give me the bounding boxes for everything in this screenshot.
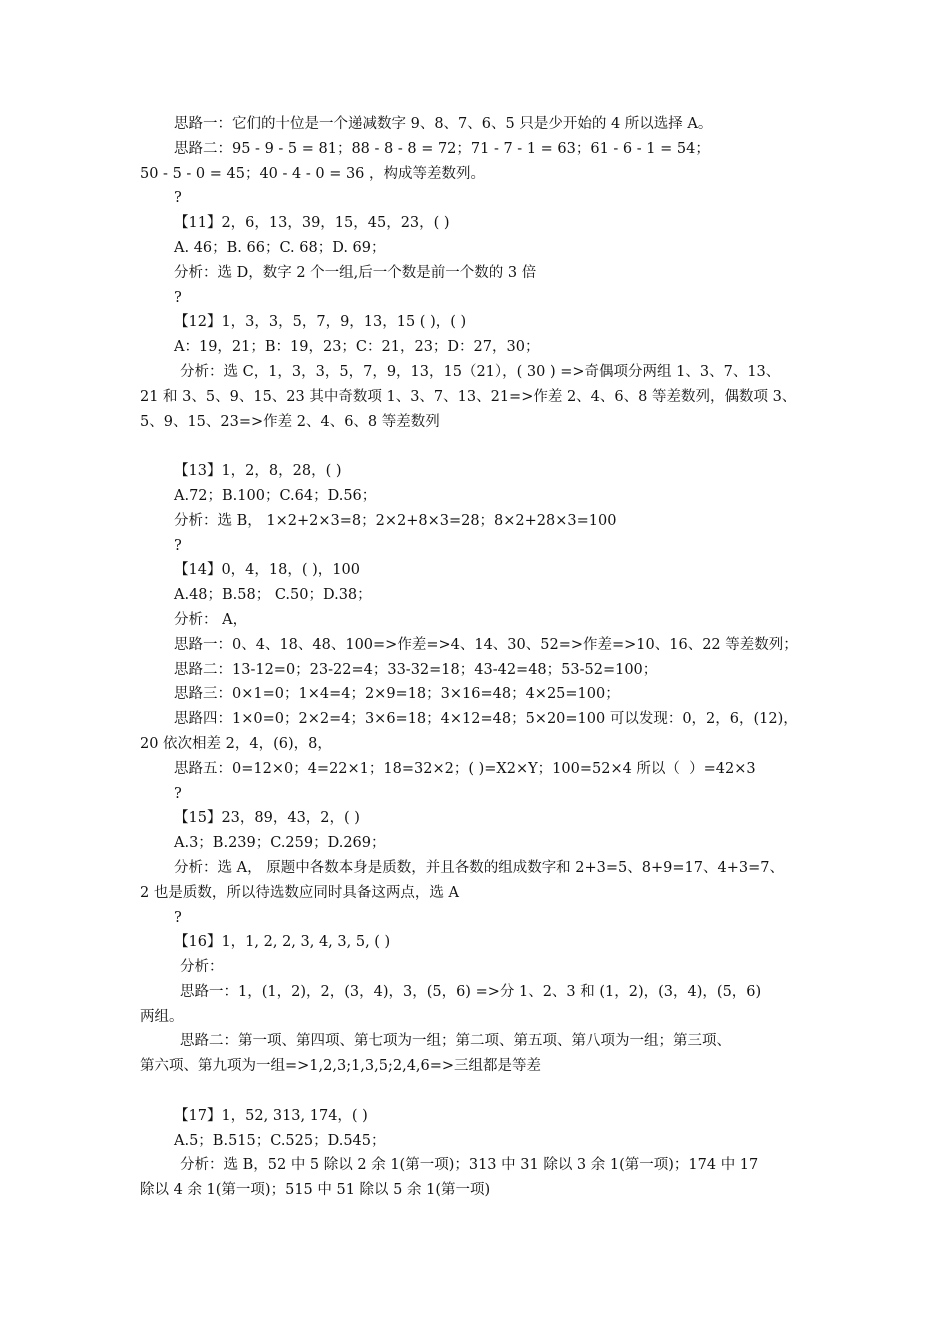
text-line: 【16】1，1, 2, 2, 3, 4, 3, 5, ( ) [174, 934, 391, 951]
text-line: 分析： A， [174, 611, 248, 628]
text-line: 【13】1，2，8，28，( ) [174, 463, 342, 480]
text-line: 50 - 5 - 0 = 45；40 - 4 - 0 = 36 ，构成等差数列。 [140, 165, 486, 182]
text-line: 【14】0，4，18，( )，100 [174, 562, 360, 579]
text-line: 思路一：它们的十位是一个递减数字 9、8、7、6、5 只是少开始的 4 所以选择 A。 [174, 116, 713, 132]
text-line: A. 46；B. 66；C. 68；D. 69； [174, 239, 386, 256]
text-line: ? [174, 190, 182, 207]
text-line: A.48；B.58； C.50；D.38； [174, 587, 372, 604]
text-line: 【12】1，3，3，5，7，9，13，15 ( )，( ) [174, 314, 467, 331]
text-line: ? [174, 537, 182, 554]
text-line: 分析：选 B，52 中 5 除以 2 余 1(第一项)；313 中 31 除以 3 余 1(第一项)；174 中 17 [180, 1157, 759, 1174]
text-line: 2 也是质数，所以待选数应同时具备这两点，选 A [140, 884, 459, 901]
text-line: 分析： [180, 959, 224, 976]
text-line: 第六项、第九项为一组=>1,2,3;1,3,5;2,4,6=>三组都是等差 [140, 1058, 542, 1075]
text-line: 20 依次相差 2，4，(6)，8， [140, 735, 332, 752]
text-line: 思路二：13-12=0；23-22=4；33-32=18；43-42=48；53-52=100； [174, 661, 658, 678]
text-line: 【11】2，6，13，39，15，45，23，( ) [174, 215, 450, 232]
text-line: 21 和 3、5、9、15、23 其中奇数项 1、3、7、13、21=>作差 2、4、6、8 等差数列，偶数项 3、 [140, 388, 797, 405]
text-line: 思路三：0×1=0；1×4=4；2×9=18；3×16=48；4×25=100； [174, 686, 620, 703]
text-line: 5、9、15、23=>作差 2、4、6、8 等差数列 [140, 413, 440, 430]
text-line: 分析：选 C，1，3，3，5，7，9，13，15（21），( 30 ) =>奇偶项分两组 1、3、7、13、 [180, 363, 781, 380]
text-line: A.72；B.100；C.64；D.56； [174, 487, 377, 504]
text-line: A.5；B.515；C.525；D.545； [174, 1132, 386, 1149]
text-line: 分析：选 A， 原题中各数本身是质数，并且各数的组成数字和 2+3=5、8+9=17、4+3=7、 [174, 859, 784, 876]
blank-line [140, 1079, 820, 1104]
text-line: 两组。 [140, 1008, 184, 1025]
text-line: 【15】23，89，43，2，( ) [174, 810, 360, 827]
text-line: 思路五：0=12×0；4=22×1；18=32×2；( )=X2×Y；100=52×4 所以（ ）=42×3 [174, 760, 756, 777]
blank-line [140, 434, 820, 459]
text-line: ? [174, 289, 182, 306]
text-line: 除以 4 余 1(第一项)；515 中 51 除以 5 余 1(第一项) [140, 1182, 491, 1199]
text-line: 【17】1，52, 313, 174，( ) [174, 1107, 368, 1124]
text-line: 思路四：1×0=0；2×2=4；3×6=18；4×12=48；5×20=100 可以发现：0，2，6，(12)， [174, 711, 798, 728]
text-line: ? [174, 909, 182, 926]
document-body [140, 112, 820, 1203]
text-line: ? [174, 785, 182, 802]
text-line: 思路一：1，(1，2)，2，(3，4)，3，(5，6) =>分 1、2、3 和 (1，2)，(3，4)，(5，6) [180, 983, 762, 1000]
text-line: 分析：选 D，数字 2 个一组,后一个数是前一个数的 3 倍 [174, 264, 537, 281]
text-line: A：19，21；B：19，23；C：21，23；D：27，30； [174, 339, 540, 356]
text-line: 思路一：0、4、18、48、100=>作差=>4、14、30、52=>作差=>10、16、22 等差数列； [174, 636, 798, 653]
text-line: 思路二：第一项、第四项、第七项为一组；第二项、第五项、第八项为一组；第三项、 [180, 1033, 731, 1050]
text-line: 思路二：95 - 9 - 5 = 81；88 - 8 - 8 = 72；71 - 7 - 1 = 63；61 - 6 - 1 = 54； [174, 140, 710, 157]
text-line: 分析：选 B， 1×2+2×3=8；2×2+8×3=28；8×2+28×3=100 [174, 512, 617, 529]
text-line: A.3；B.239；C.259；D.269； [174, 835, 386, 852]
